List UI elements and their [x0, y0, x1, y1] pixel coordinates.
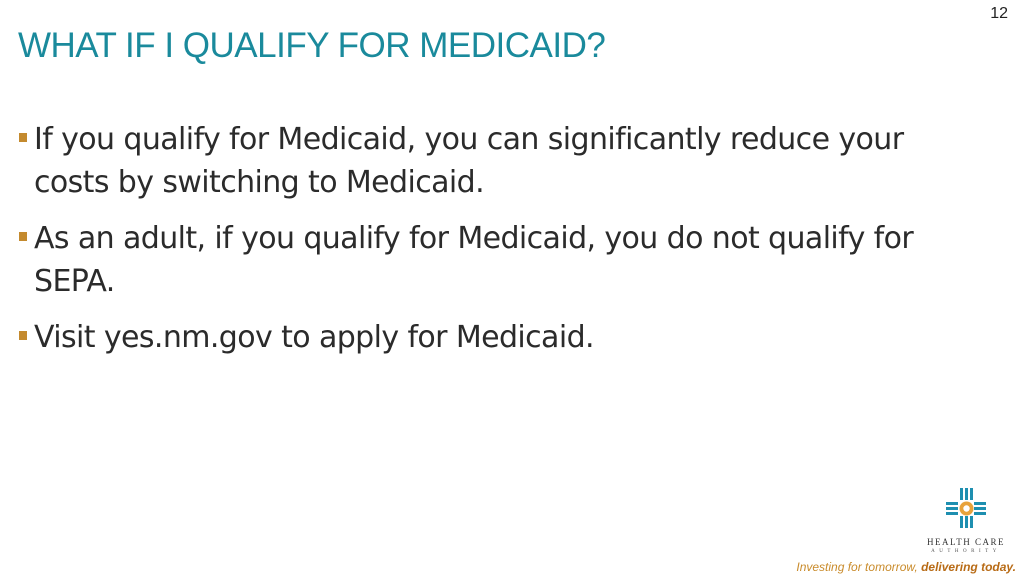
tagline-part-1: Investing for tomorrow,: [796, 560, 922, 574]
slide-title: WHAT IF I QUALIFY FOR MEDICAID?: [18, 26, 606, 65]
bullet-list: [18, 118, 918, 372]
square-bullet-icon: [19, 133, 27, 142]
health-care-authority-logo: [916, 488, 1016, 558]
bullet-text: As an adult, if you qualify for Medicaid, you do not qualify for SEPA.: [34, 221, 914, 299]
tagline-part-2: delivering today.: [921, 560, 1016, 574]
zia-sun-icon: [946, 488, 986, 528]
bullet-item: [18, 118, 918, 204]
bullet-text: Visit yes.nm.gov to apply for Medicaid.: [34, 320, 594, 355]
logo-subtitle: AUTHORITY: [931, 549, 1001, 554]
logo-name: HEALTH CARE: [927, 537, 1005, 547]
tagline: [796, 560, 1016, 574]
square-bullet-icon: [19, 331, 27, 340]
bullet-item: [18, 217, 918, 303]
bullet-text: If you qualify for Medicaid, you can significantly reduce your costs by switching to Medicaid.: [34, 122, 904, 200]
page-number: 12: [990, 5, 1008, 22]
bullet-item: [18, 316, 918, 359]
square-bullet-icon: [19, 232, 27, 241]
